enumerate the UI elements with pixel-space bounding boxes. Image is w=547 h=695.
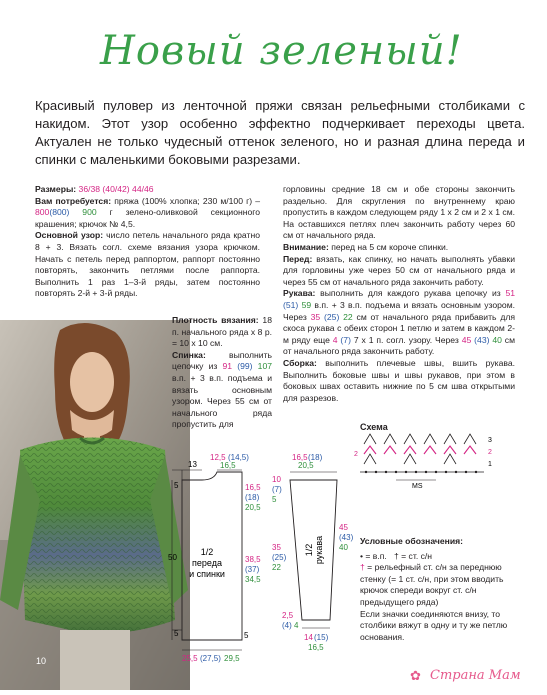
dim-37: (37) xyxy=(245,565,260,574)
column-right xyxy=(283,184,515,404)
assembly-paragraph xyxy=(283,358,515,404)
sleeves-40: 40 xyxy=(489,334,502,345)
sleeve-dim-18: (18) xyxy=(308,453,323,462)
assembly-label: Сборка: xyxy=(283,357,317,368)
intro-paragraph: Красивый пуловер из ленточной пряжи связан рельефными столбиками с накидом. Этот узор особенно эффектно подчеркивает переходы цвета. Актуален не только чудесный оттенок зеленого, но и разная длина переда и спинки с маленькими боковыми разрезами. xyxy=(35,98,525,167)
chain-dot xyxy=(455,471,457,473)
sleeve-dim-45: 45 xyxy=(339,523,348,532)
chain-dot xyxy=(375,471,377,473)
sleeve-dim-43: (43) xyxy=(339,533,354,542)
dim-25-5: 25,5 xyxy=(182,654,198,663)
sleeve-dim-7: (7) xyxy=(272,485,282,494)
legend xyxy=(360,536,520,643)
sleeve-dim-25: (25) xyxy=(272,553,287,562)
chain-dot xyxy=(385,471,387,473)
sleeve-dim-40: 40 xyxy=(339,543,348,552)
sleeves-4: 4 xyxy=(329,334,338,345)
chain-symbol-icon: • xyxy=(360,550,364,561)
pattern-schematic xyxy=(162,450,362,690)
legend-relief-text: = рельефный ст. с/н за переднюю стенку (= 1 ст. с/н, при этом вводить крючок спереди вокруг ст. с/н предыдущего ряда) xyxy=(360,562,504,607)
sleeves-59: 59 xyxy=(298,299,312,310)
dim-27-5: (27,5) xyxy=(200,654,221,663)
neckline-paragraph: горловины средние 18 см и обе стороны закончить раздельно. Для скругления по внутреннему краю пропустить в каждом следующем ряду 1 х 2 см и 2 х 1 см. На оставшихся петлях плеч закончить работу через 60 см от начального ряда. xyxy=(283,184,515,241)
attention-paragraph xyxy=(283,242,515,254)
dim-16-5-side: 16,5 xyxy=(245,483,261,492)
legend-chain-text: = в.п. xyxy=(363,550,387,561)
sleeve-dim-4: (4) xyxy=(282,621,292,630)
sleeve-dim-16-5: 16,5 xyxy=(292,453,308,462)
sleeves-text-4: 7 х 1 п. согл. узору. Через xyxy=(350,334,459,345)
density-paragraph xyxy=(172,315,272,350)
materials-text: пряжа (100% хлопка; 230 м/100 г) – xyxy=(111,195,260,206)
repeat-label: MS xyxy=(412,483,423,490)
dim-29-5: 29,5 xyxy=(224,654,240,663)
assembly-text: выполнить плечевые швы, вшить рукава. Выполнить боковые швы и швы рукавов, при этом в боковых швах оставить нижние по 5 см шва открытыми для разрезов. xyxy=(283,357,515,403)
sleeve-label-2: рукава xyxy=(314,535,324,565)
density-label: Плотность вязания: xyxy=(172,315,259,325)
sizes-values: 36/38 (40/42) 44/46 xyxy=(76,184,154,194)
chain-dot xyxy=(445,471,447,473)
sleeves-43: (43) xyxy=(471,334,490,345)
sizes-label: Размеры: xyxy=(35,184,77,194)
sizes-paragraph xyxy=(35,184,260,196)
sleeves-text-2: в.п. + 3 в.п. подъема и вязать основным узором. Через xyxy=(283,299,515,322)
sleeves-51b: (51) xyxy=(283,299,299,310)
dim-20-5-side: 20,5 xyxy=(245,503,261,512)
dim-5-slit: 5 xyxy=(174,629,179,638)
sleeve-label-1: 1/2 xyxy=(304,543,314,557)
attention-label: Внимание: xyxy=(283,241,329,252)
sleeves-text-1: выполнить для каждого рукава цепочку из xyxy=(315,288,501,299)
chain-dot xyxy=(465,471,467,473)
legend-row-3: Если значки соединяются внизу, то столбики вяжут в одну и ту же петлю основания. xyxy=(360,608,508,642)
page-number: 10 xyxy=(36,656,47,666)
chain-dot xyxy=(435,471,437,473)
column-left xyxy=(35,184,260,300)
sleeve-dim-16-5-bottom: 16,5 xyxy=(308,643,324,652)
dim-16-5: 16,5 xyxy=(220,461,236,470)
row-number-3: 3 xyxy=(488,437,492,444)
sleeve-dim-15: (15) xyxy=(314,633,329,642)
front-label-1: 1/2 xyxy=(200,547,214,557)
materials-800: 800 xyxy=(35,207,50,218)
row-2-stitches xyxy=(364,446,476,454)
back-label: Спинка: xyxy=(172,349,206,360)
chain-dot xyxy=(365,471,367,473)
sleeves-45: 45 xyxy=(458,334,472,345)
chain-dot xyxy=(415,471,417,473)
legend-title: Условные обозначения: xyxy=(360,536,463,546)
dim-12-5: 12,5 xyxy=(210,453,226,462)
materials-text-2: г зелено-оливковой секционного крашения; крючок № 4,5. xyxy=(35,207,260,229)
sleeve-dim-2-5: 2,5 xyxy=(282,611,294,620)
dim-18-side: (18) xyxy=(245,493,260,502)
sleeves-22: 22 xyxy=(339,311,353,322)
chain-dot xyxy=(425,471,427,473)
dim-50: 50 xyxy=(168,553,177,562)
sleeve-dim-20-5: 20,5 xyxy=(298,461,314,470)
dim-14-5: (14,5) xyxy=(228,453,249,462)
back-text-2: в.п. + 3 в.п. подъема и вязать основным узором. Через 55 см от начального ряда пропустить для xyxy=(172,372,272,430)
sleeves-paragraph xyxy=(283,288,515,358)
row-number-1: 1 xyxy=(488,461,492,468)
back-99: (99) xyxy=(232,361,253,372)
materials-paragraph xyxy=(35,196,260,231)
sleeves-text-5: см от начального ряда закончить работу. xyxy=(283,334,516,357)
base-pattern-label: Основной узор: xyxy=(35,230,104,241)
legend-row-2 xyxy=(360,562,520,608)
materials-900: 900 xyxy=(69,207,97,218)
relief-stitch-symbol-icon: † xyxy=(360,562,365,573)
dim-5-right: 5 xyxy=(244,631,249,640)
dim-5-top: 5 xyxy=(174,481,179,490)
logo: Страна Мам xyxy=(430,668,521,683)
back-91: 91 xyxy=(217,361,233,372)
dim-34-5: 34,5 xyxy=(245,575,261,584)
legend-row-1 xyxy=(360,551,520,563)
dim-38-5: 38,5 xyxy=(245,555,261,564)
row-number-2-right: 2 xyxy=(488,449,492,456)
legend-dc-text: = ст. с/н xyxy=(398,550,433,561)
row-1-stitches xyxy=(364,454,456,464)
density-text: 18 п. начального ряда х 8 р. = 10 х 10 см. xyxy=(172,315,272,349)
logo-icon: ✿ xyxy=(410,668,421,683)
chain-dot xyxy=(395,471,397,473)
sleeve-dim-10: 10 xyxy=(272,475,281,484)
sleeve-dim-5: 5 xyxy=(272,495,277,504)
back-text: выполнить цепочку из xyxy=(172,349,272,372)
sleeves-text-3: см от начального ряда прибавить для скоса рукава с обеих сторон 1 петлю и затем в каждом 2-м ряду еще xyxy=(283,311,516,345)
front-paragraph xyxy=(283,254,515,289)
sleeves-25: (25) xyxy=(320,311,340,322)
sleeve-dim-35: 35 xyxy=(272,543,281,552)
front-text: вязать, как спинку, но начать выполнять убавки для горловины уже через 50 см от начального ряда и через 55 см от начального ряда закончить работу. xyxy=(283,253,515,287)
row-3-stitches xyxy=(364,434,476,444)
sleeves-51: 51 xyxy=(500,288,516,299)
sleeve-dim-14: 14 xyxy=(304,633,313,642)
front-label: Перед: xyxy=(283,253,313,264)
attention-text: перед на 5 см короче спинки. xyxy=(328,241,449,252)
base-pattern-paragraph xyxy=(35,230,260,300)
sleeves-35: 35 xyxy=(306,311,321,322)
row-number-2-left: 2 xyxy=(354,451,358,458)
chain-dot xyxy=(475,471,477,473)
front-label-3: и спинки xyxy=(189,569,225,579)
sleeve-dim-4b: 4 xyxy=(294,621,299,630)
page-title: Новый зеленый! xyxy=(100,28,463,74)
sleeves-label: Рукава: xyxy=(283,288,316,299)
sleeve-dim-22: 22 xyxy=(272,563,281,572)
dim-13: 13 xyxy=(188,460,197,469)
sleeves-7: (7) xyxy=(337,334,351,345)
base-pattern-text: число петель начального ряда кратно 8 + 3. Вязать согл. схеме вязания узора крючком. Начать с петель перед раппортом, раппорт постоянно повторять, закончить петлями после раппорта. Выполнить 1 раз 1–3-й ряды, затем постоянно повторять 2-й + 3-й ряды. xyxy=(35,230,260,299)
back-107: 107 xyxy=(252,361,273,372)
chain-dot xyxy=(405,471,407,473)
stitch-pattern-chart xyxy=(356,432,506,522)
front-label-2: переда xyxy=(192,558,222,568)
materials-label: Вам потребуется: xyxy=(35,195,112,206)
double-crochet-symbol-icon: † xyxy=(393,550,399,561)
density-and-back-column xyxy=(172,315,272,431)
materials-800b: (800) xyxy=(49,207,70,218)
pattern-title: Схема xyxy=(360,422,388,432)
back-paragraph xyxy=(172,350,272,431)
